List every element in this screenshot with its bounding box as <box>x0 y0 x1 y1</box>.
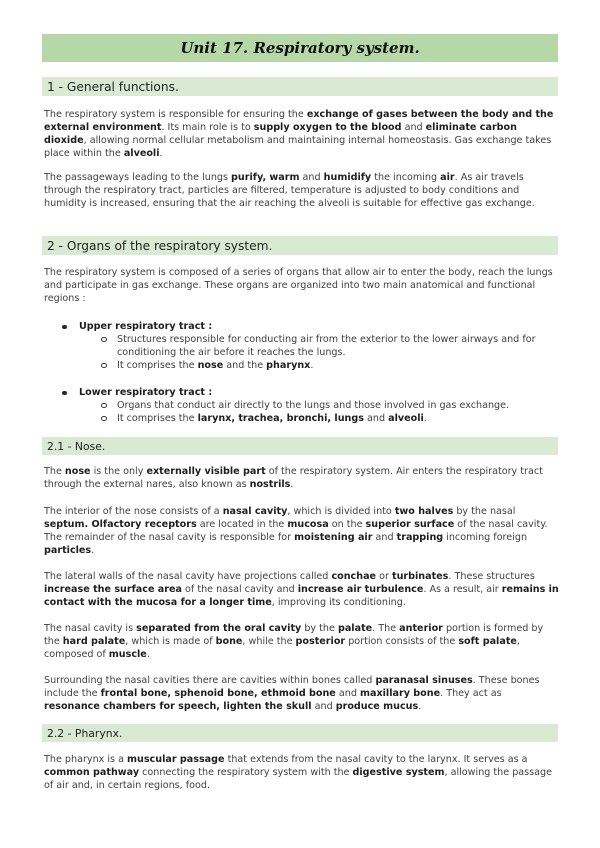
emphasis-text: larynx, trachea, bronchi, lungs <box>197 413 364 424</box>
section-heading-text: 2.1 - Nose. <box>47 439 106 453</box>
bullet-label: Lower respiratory tract : <box>79 387 213 398</box>
emphasis-text: paranasal sinuses <box>375 675 473 686</box>
paragraph-organs-intro: The respiratory system is composed of a series of organs that allow air to enter the body, reach the lungs and participate in gas exchange. These organs are organized into two main anatomical and functional regions : <box>44 267 553 304</box>
emphasis-text: supply oxygen to the blood <box>253 122 402 133</box>
section-heading-nose <box>42 437 558 455</box>
emphasis-text: eliminate carbon dioxide <box>44 122 517 146</box>
paragraph-nose-1: The nose is the only externally visible part of the respiratory system. Air enters the respiratory tract through the external nares, also known as nostrils. <box>44 466 543 490</box>
emphasis-text: alveoli <box>388 413 424 424</box>
emphasis-text: exchange of gases between the body and the external environment <box>44 109 554 133</box>
paragraph-nose-2: The interior of the nose consists of a nasal cavity, which is divided into two halves by the nasal septum. Olfactory receptors are located in the mucosa on the superior surface of the nasal cavity. The remainder of the nasal cavity is responsible for moistening air and trapping incoming foreign particles. <box>44 506 548 556</box>
section-heading-text: 1 - General functions. <box>47 79 179 94</box>
emphasis-text: alveoli <box>123 148 160 159</box>
circle-bullet-icon <box>101 403 107 409</box>
title-banner <box>42 34 558 62</box>
subbullet-text: Structures responsible for conducting air from the exterior to the lower airways and for conditioning the air before it reaches the lungs. <box>117 334 536 358</box>
paragraph-nose-5: Surrounding the nasal cavities there are cavities within bones called paranasal sinuses. These bones include the frontal bone, sphenoid bone, ethmoid bone and maxillary bone. They act as resonance chambers for speech, lighten the skull and produce mucus. <box>44 675 540 712</box>
emphasis-text: digestive system <box>352 767 445 778</box>
emphasis-text: hard palate <box>62 636 126 647</box>
section-heading-text: 2 - Organs of the respiratory system. <box>47 238 273 253</box>
paragraph-general-1: The respiratory system is responsible for ensuring the exchange of gases between the body and the external environment. Its main role is to supply oxygen to the blood and eliminate carbon dioxide, allowing normal cellular metabolism and maintaining internal homeostasis. Gas exchange takes place within the alveoli. <box>44 109 554 159</box>
bullet-icon <box>62 391 67 396</box>
emphasis-text: remains in contact with the mucosa for a longer time <box>44 584 559 608</box>
section-heading-text: 2.2 - Pharynx. <box>47 726 123 740</box>
emphasis-text: bone <box>215 636 243 647</box>
subbullet-text: Organs that conduct air directly to the lungs and those involved in gas exchange. <box>117 400 510 411</box>
emphasis-text: frontal bone, sphenoid bone, ethmoid bone <box>100 688 336 699</box>
emphasis-text: mucosa <box>287 519 329 530</box>
emphasis-text: superior surface <box>365 519 455 530</box>
emphasis-text: resonance chambers for speech, lighten the skull <box>44 701 312 712</box>
emphasis-text: separated from the oral cavity <box>136 623 302 634</box>
emphasis-text: two halves <box>394 506 454 517</box>
section-heading-general-functions <box>42 77 558 96</box>
emphasis-text: anterior <box>399 623 443 634</box>
paragraph-nose-3: The lateral walls of the nasal cavity have projections called conchae or turbinates. These structures increase the surface area of the nasal cavity and increase air turbulence. As a result, air remains in contact with the mucosa for a longer time, improving its conditioning. <box>44 571 559 608</box>
emphasis-text: nasal cavity <box>222 506 288 517</box>
paragraph-pharynx-1: The pharynx is a muscular passage that extends from the nasal cavity to the larynx. It serves as a common pathway connecting the respiratory system with the digestive system, allowing the passage of air and, in certain regions, food. <box>44 754 553 791</box>
emphasis-text: externally visible part <box>146 466 266 477</box>
circle-bullet-icon <box>101 363 107 369</box>
emphasis-text: increase air turbulence <box>297 584 424 595</box>
emphasis-text: soft palate <box>458 636 517 647</box>
emphasis-text: purify, warm <box>231 172 300 183</box>
subbullet-text: It comprises the larynx, trachea, bronchi, lungs and alveoli. <box>117 413 427 424</box>
page-title: Unit 17. Respiratory system. <box>180 39 420 57</box>
paragraph-general-2: The passageways leading to the lungs purify, warm and humidify the incoming air. As air travels through the respiratory tract, particles are filtered, temperature is adjusted to body conditions and humidity is increased, ensuring that the air reaching the alveoli is suitable for effective gas exchange. <box>44 172 535 209</box>
emphasis-text: particles <box>44 545 92 556</box>
bullet-label: Upper respiratory tract : <box>79 321 213 332</box>
emphasis-text: pharynx <box>266 360 311 371</box>
section-heading-pharynx <box>42 724 558 742</box>
emphasis-text: conchae <box>331 571 377 582</box>
paragraph-nose-4: The nasal cavity is separated from the oral cavity by the palate. The anterior portion is formed by the hard palate, which is made of bone, while the posterior portion consists of the soft palate, composed of muscle. <box>44 623 544 660</box>
section-heading-organs <box>42 236 558 255</box>
emphasis-text: nose <box>197 360 224 371</box>
emphasis-text: air <box>440 172 455 183</box>
emphasis-text: nose <box>64 466 91 477</box>
circle-bullet-icon <box>101 337 107 343</box>
emphasis-text: nostrils <box>249 479 291 490</box>
emphasis-text: increase the surface area <box>44 584 182 595</box>
emphasis-text: common pathway <box>44 767 140 778</box>
emphasis-text: turbinates <box>391 571 449 582</box>
emphasis-text: muscular passage <box>127 754 225 765</box>
bullet-icon <box>62 325 67 330</box>
subbullet-text: It comprises the nose and the pharynx. <box>117 360 314 371</box>
emphasis-text: moistening air <box>294 532 373 543</box>
emphasis-text: maxillary bone <box>359 688 441 699</box>
emphasis-text: produce mucus <box>335 701 419 712</box>
emphasis-text: humidify <box>323 172 372 183</box>
emphasis-text: septum. Olfactory receptors <box>44 519 197 530</box>
emphasis-text: palate <box>337 623 373 634</box>
emphasis-text: posterior <box>295 636 346 647</box>
emphasis-text: trapping <box>396 532 444 543</box>
emphasis-text: muscle <box>108 649 147 660</box>
circle-bullet-icon <box>101 416 107 422</box>
